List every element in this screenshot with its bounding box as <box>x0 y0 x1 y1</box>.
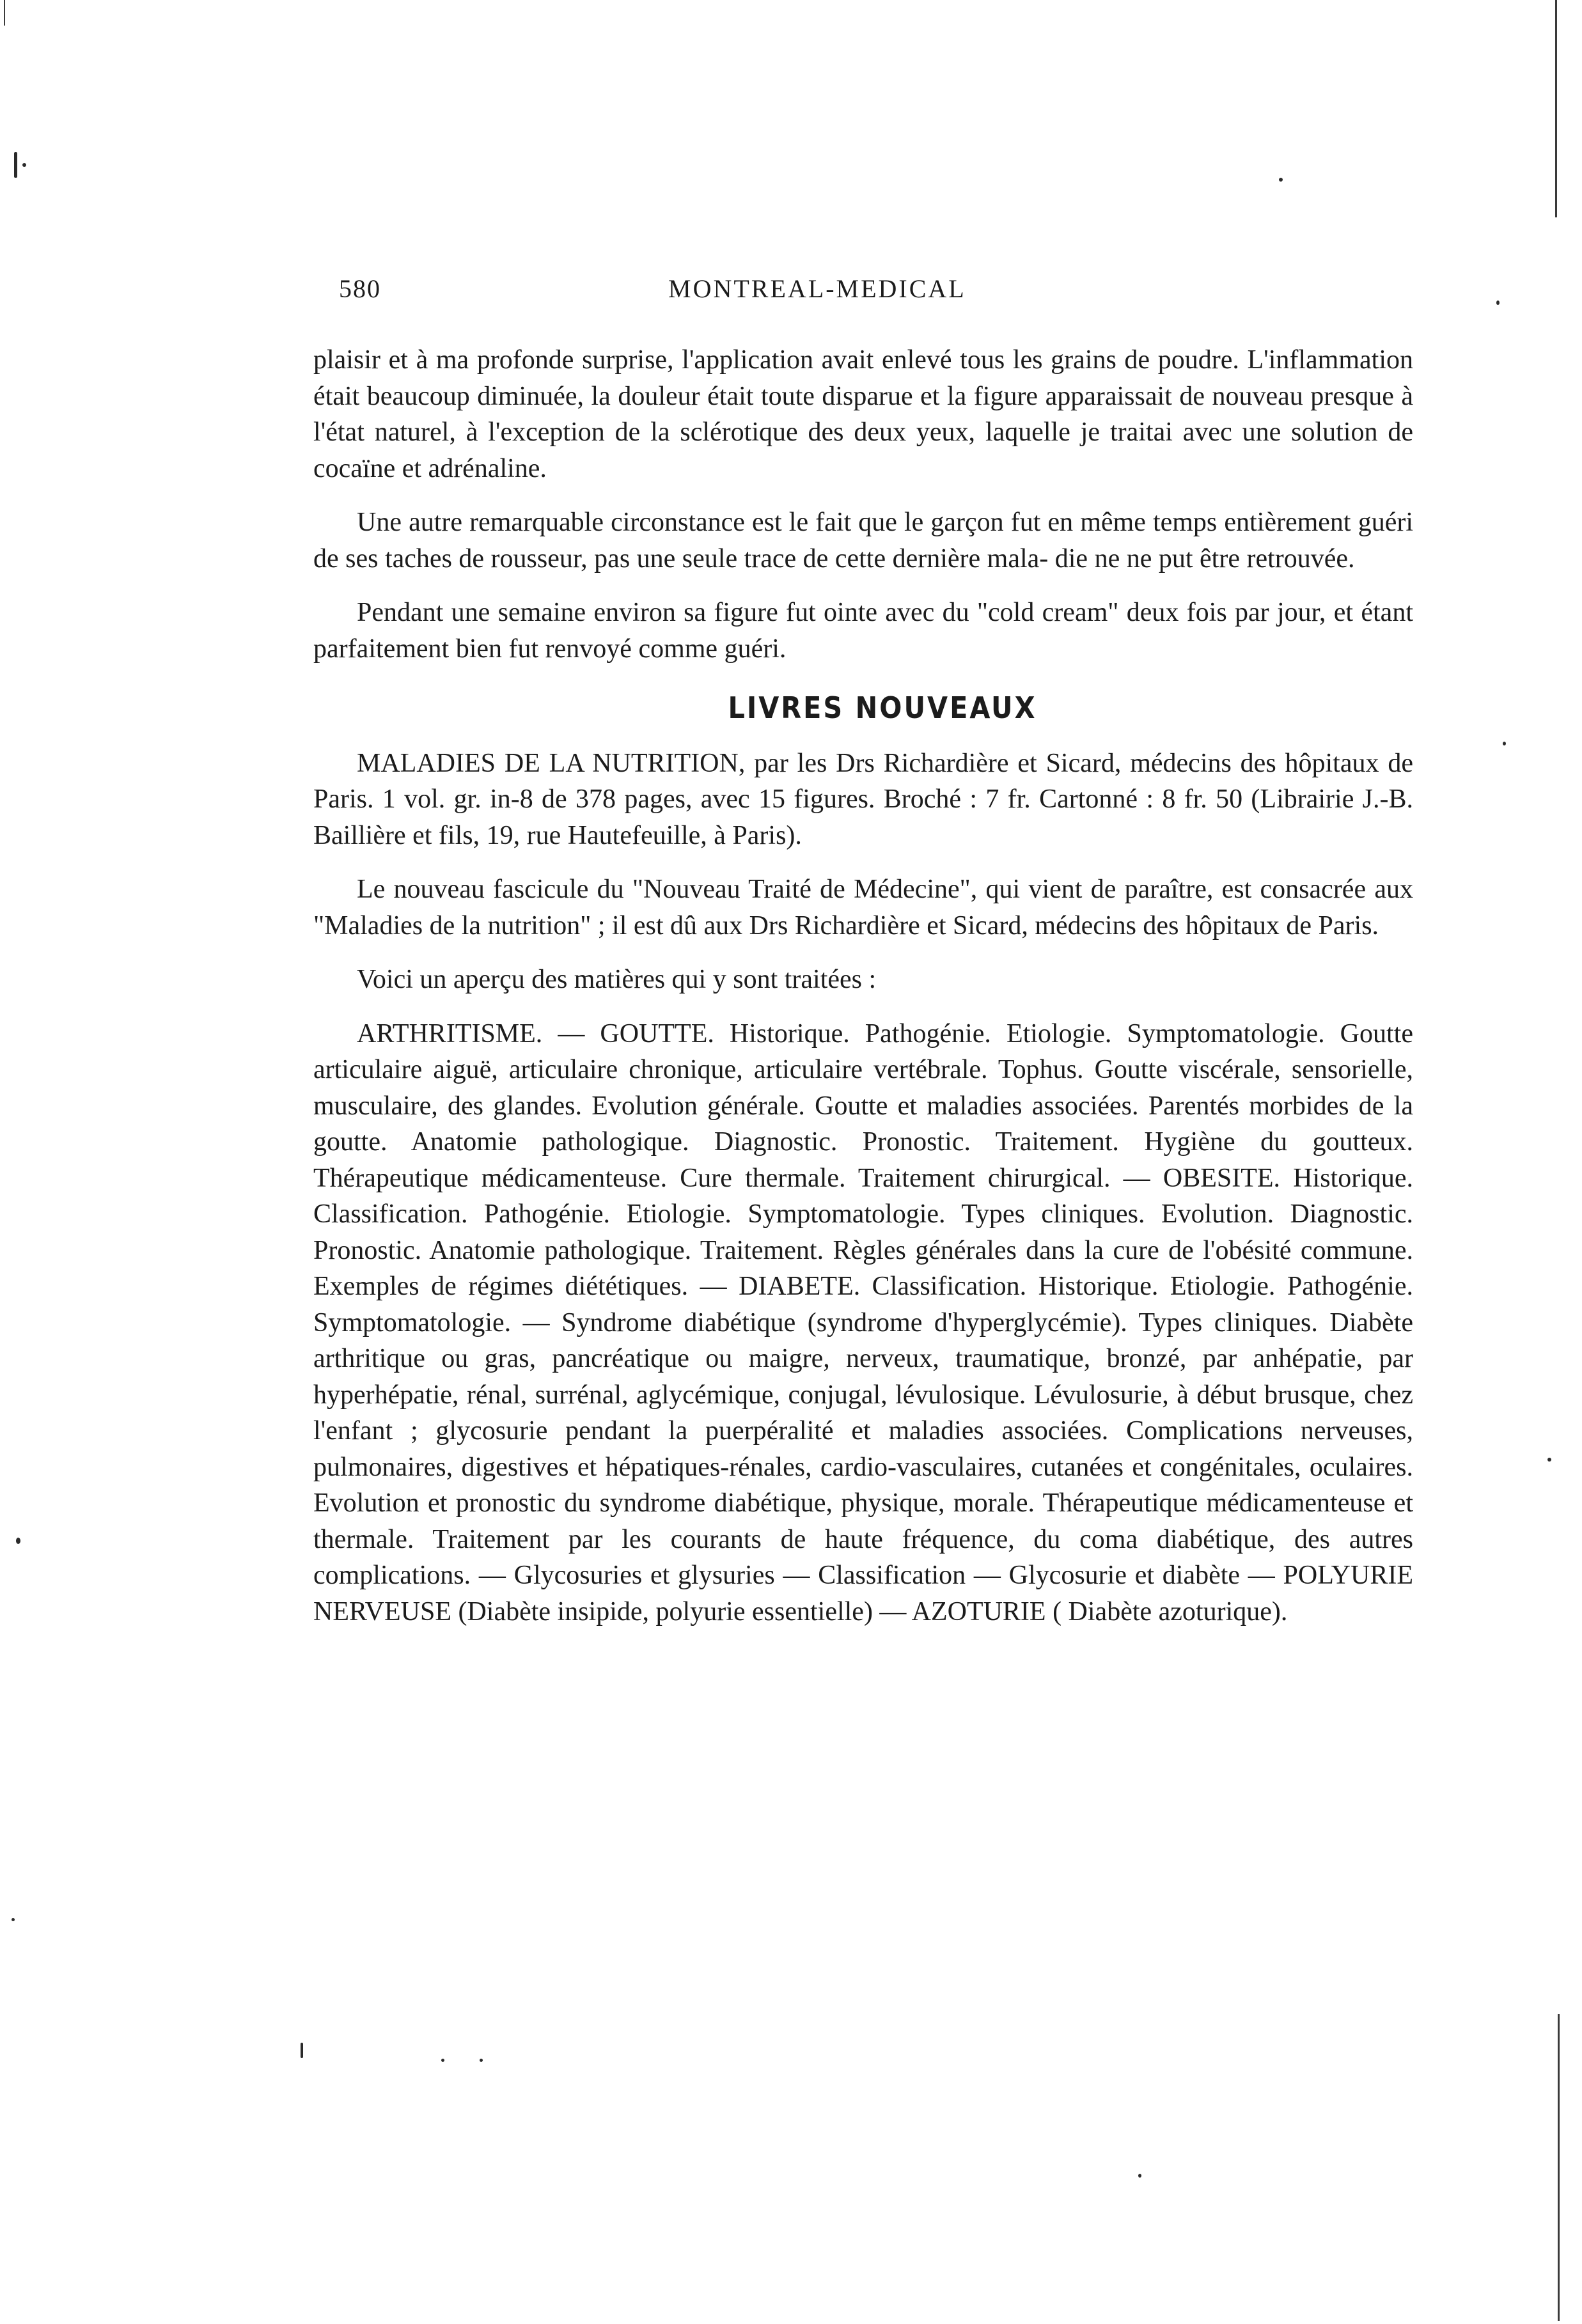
article-body <box>313 342 1413 1648</box>
scan-edge-right <box>1555 0 1557 217</box>
paragraph-continuation: plaisir et à ma profonde surprise, l'application avait enlevé tous les grains de poudre. L'inflammation était beaucoup diminuée, la douleur était toute disparue et la figure apparaissait de nouveau presque à l'état naturel, à l'exception de la sclérotique des deux yeux, laquelle je traitai avec une solution de cocaïne et adrénaline. <box>313 345 1413 483</box>
page-number: 580 <box>339 274 381 303</box>
running-header <box>339 274 1375 312</box>
section-heading: LIVRES NOUVEAUX <box>728 690 1037 725</box>
scan-edge-right-lower <box>1558 2014 1560 2321</box>
book-contents-lead: Voici un aperçu des matières qui y sont traitées : <box>357 965 877 994</box>
journal-title: MONTREAL-MEDICAL <box>668 274 966 303</box>
scan-edge-left <box>4 0 5 26</box>
paragraph-cold-cream: Pendant une semaine environ sa figure fut ointe avec du "cold cream" deux fois par jour, et étant parfaitement bien fut renvoyé comme guéri. <box>313 598 1413 664</box>
book-contents-list: ARTHRITISME. — GOUTTE. Historique. Pathogénie. Etiologie. Symptomatologie. Goutte articulaire aiguë, articulaire chronique, articulaire vertébrale. Tophus. Goutte viscérale, sensorielle, musculaire, des glandes. Evolution générale. Goutte et maladies associées. Parentés morbides de la goutte. Anatomie pathologique. Diagnostic. Pronostic. Traitement. Hygiène du goutteux. Thérapeutique médicamenteuse. Cure thermale. Traitement chirurgical. — OBESITE. Historique. Classification. Pathogénie. Etiologie. Symptomatologie. Types cliniques. Evolution. Diagnostic. Pronostic. Anatomie pathologique. Traitement. Règles générales dans la cure de l'obésité commune. Exemples de régimes diététiques. — DIABETE. Classification. Historique. Etiologie. Pathogénie. Symptomatologie. — Syndrome diabétique (syndrome d'hyperglycémie). Types cliniques. Diabète arthritique ou gras, pancréatique ou maigre, nerveux, traumatique, bronzé, par anhépatie, par hyperhépatie, rénal, surrénal, aglycémique, conjugal, lévulosique. Lévulosurie, à début brusque, chez l'enfant ; glycosurie pendant la puerpéralité et maladies associées. Complications nerveuses, pulmonaires, digestives et hépatiques-rénales, cardio-vasculaires, cutanées et congénitales, oculaires. Evolution et pronostic du syndrome diabétique, physique, morale. Thérapeutique médicamenteuse et thermale. Traitement par les courants de haute fréquence, du coma diabétique, des autres complications. — Glycosuries et glysuries — Classification — Glycosurie et diabète — POLYURIE NERVEUSE (Diabète insipide, polyurie essentielle) — AZOTURIE ( Diabète azoturique). <box>313 1018 1413 1626</box>
book-entry: MALADIES DE LA NUTRITION, par les Drs Richardière et Sicard, médecins des hôpitaux de Paris. 1 vol. gr. in-8 de 378 pages, avec 15 figures. Broché : 7 fr. Cartonné : 8 fr. 50 (Librairie J.-B. Baillière et fils, 19, rue Hautefeuille, à Paris). <box>313 748 1413 850</box>
paragraph-freckles: Une autre remarquable circonstance est le fait que le garçon fut en même temps entièrement guéri de ses taches de rousseur, pas une seule trace de cette dernière mala- die ne ne put être retrouvée. <box>313 508 1413 573</box>
book-intro: Le nouveau fascicule du "Nouveau Traité de Médecine", qui vient de paraître, est consacrée aux "Maladies de la nutrition" ; il est dû aux Drs Richardière et Sicard, médecins des hôpitaux de Paris. <box>313 875 1413 940</box>
